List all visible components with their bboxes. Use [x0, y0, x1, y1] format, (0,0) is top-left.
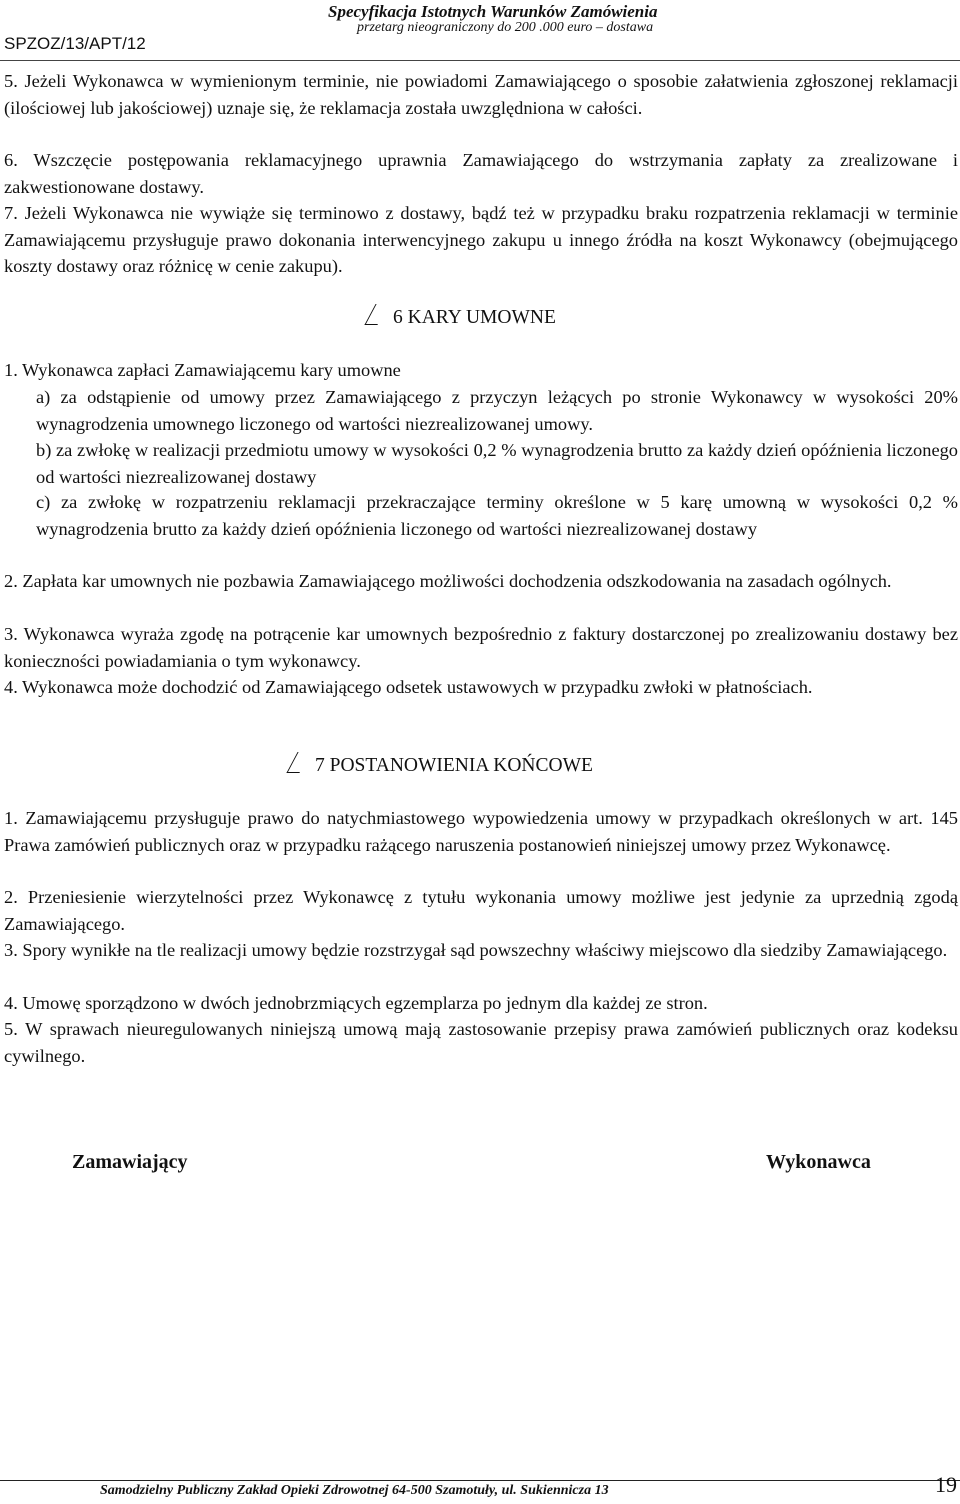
penalties-paragraph-3: 3. Wykonawca wyraża zgodę na potrącenie kar umownych bezpośrednio z faktury dostarczonej po zrealizowaniu dostawy bez konieczności powiadamiania o tym wykonawcy. — [4, 624, 958, 671]
section-7-heading — [292, 752, 792, 780]
paragraph-5: 5. Jeżeli Wykonawca w wymienionym terminie, nie powiadomi Zamawiającego o sposobie załatwienia zgłoszonej reklamacji (ilościowej lub jakościowej) uznaje się, że reklamacja została uwzględniona w całości. — [4, 71, 958, 118]
paragraph-7: 7. Jeżeli Wykonawca nie wywiąże się terminowo z dostawy, bądź też w przypadku braku rozpatrzenia reklamacji w terminie Zamawiającemu przysługuje prawo dokonania interwencyjnego zakupu u innego źródła na koszt Wykonawcy (obejmującego koszty dostawy oraz różnicę w cenie zakupu). — [4, 203, 958, 276]
penalty-item-a: a) za odstąpienie od umowy przez Zamawiającego z przyczyn leżących po stronie Wykonawcy w wysokości 20% wynagrodzenia umownego liczonego od wartości niezrealizowanej umowy. — [36, 387, 958, 434]
signature-contractor: Wykonawca — [766, 1151, 871, 1173]
penalties-paragraph-4: 4. Wykonawca może dochodzić od Zamawiającego odsetek ustawowych w przypadku zwłoki w płatnościach. — [4, 677, 813, 697]
final-paragraph-1: 1. Zamawiającemu przysługuje prawo do natychmiastowego wypowiedzenia umowy w przypadkach określonych w art. 145 Prawa zamówień publicznych oraz w przypadku rażącego naruszenia postanowień niniejszej umowy przez Wykonawcę. — [4, 808, 958, 855]
section-7-heading-text: 7 POSTANOWIENIA KOŃCOWE — [315, 755, 593, 776]
signature-ordering-party: Zamawiający — [72, 1151, 188, 1173]
heading-mark-icon — [364, 304, 388, 325]
section-6-heading-text: 6 KARY UMOWNE — [393, 307, 556, 328]
penalty-item-b: b) za zwłokę w realizacji przedmiotu umowy w wysokości 0,2 % wynagrodzenia brutto za każdy dzień opóźnienia liczonego od wartości niezrealizowanej dostawy — [36, 440, 958, 487]
final-paragraph-4: 4. Umowę sporządzono w dwóch jednobrzmiących egzemplarza po jednym dla każdej ze stron. — [4, 993, 708, 1013]
heading-mark-icon — [286, 752, 310, 773]
footer-divider — [0, 1480, 960, 1481]
section-6-heading — [370, 304, 770, 332]
penalty-item-c: c) za zwłokę w rozpatrzeniu reklamacji przekraczające terminy określone w 5 karę umowną w wysokości 0,2 % wynagrodzenia brutto za każdy dzień opóźnienia liczonego od wartości niezrealizowanej dostawy — [36, 492, 958, 539]
header-title: Specyfikacja Istotnych Warunków Zamówienia — [328, 2, 658, 21]
final-paragraph-2: 2. Przeniesienie wierzytelności przez Wykonawcę z tytułu wykonania umowy możliwe jest jedynie za uprzednią zgodą Zamawiającego. — [4, 887, 958, 934]
penalties-paragraph-2: 2. Zapłata kar umownych nie pozbawia Zamawiającego możliwości dochodzenia odszkodowania na zasadach ogólnych. — [4, 571, 892, 591]
final-paragraph-3: 3. Spory wynikłe na tle realizacji umowy będzie rozstrzygał sąd powszechny właściwy miejscowo dla siedziby Zamawiającego. — [4, 940, 948, 960]
penalties-intro: 1. Wykonawca zapłaci Zamawiającemu kary umowne — [4, 360, 401, 380]
footer-text: Samodzielny Publiczny Zakład Opieki Zdrowotnej 64-500 Szamotuły, ul. Sukiennicza 13 — [100, 1483, 609, 1498]
final-paragraph-5: 5. W sprawach nieuregulowanych niniejszą umową mają zastosowanie przepisy prawa zamówień publicznych oraz kodeksu cywilnego. — [4, 1019, 958, 1066]
paragraph-6: 6. Wszczęcie postępowania reklamacyjnego uprawnia Zamawiającego do wstrzymania zapłaty za zrealizowane i zakwestionowane dostawy. — [4, 150, 958, 197]
document-id: SPZOZ/13/APT/12 — [4, 34, 146, 53]
header-subtitle: przetarg nieograniczony do 200 .000 euro – dostawa — [357, 20, 654, 35]
page-number: 19 — [935, 1472, 957, 1497]
header-divider — [0, 60, 960, 61]
